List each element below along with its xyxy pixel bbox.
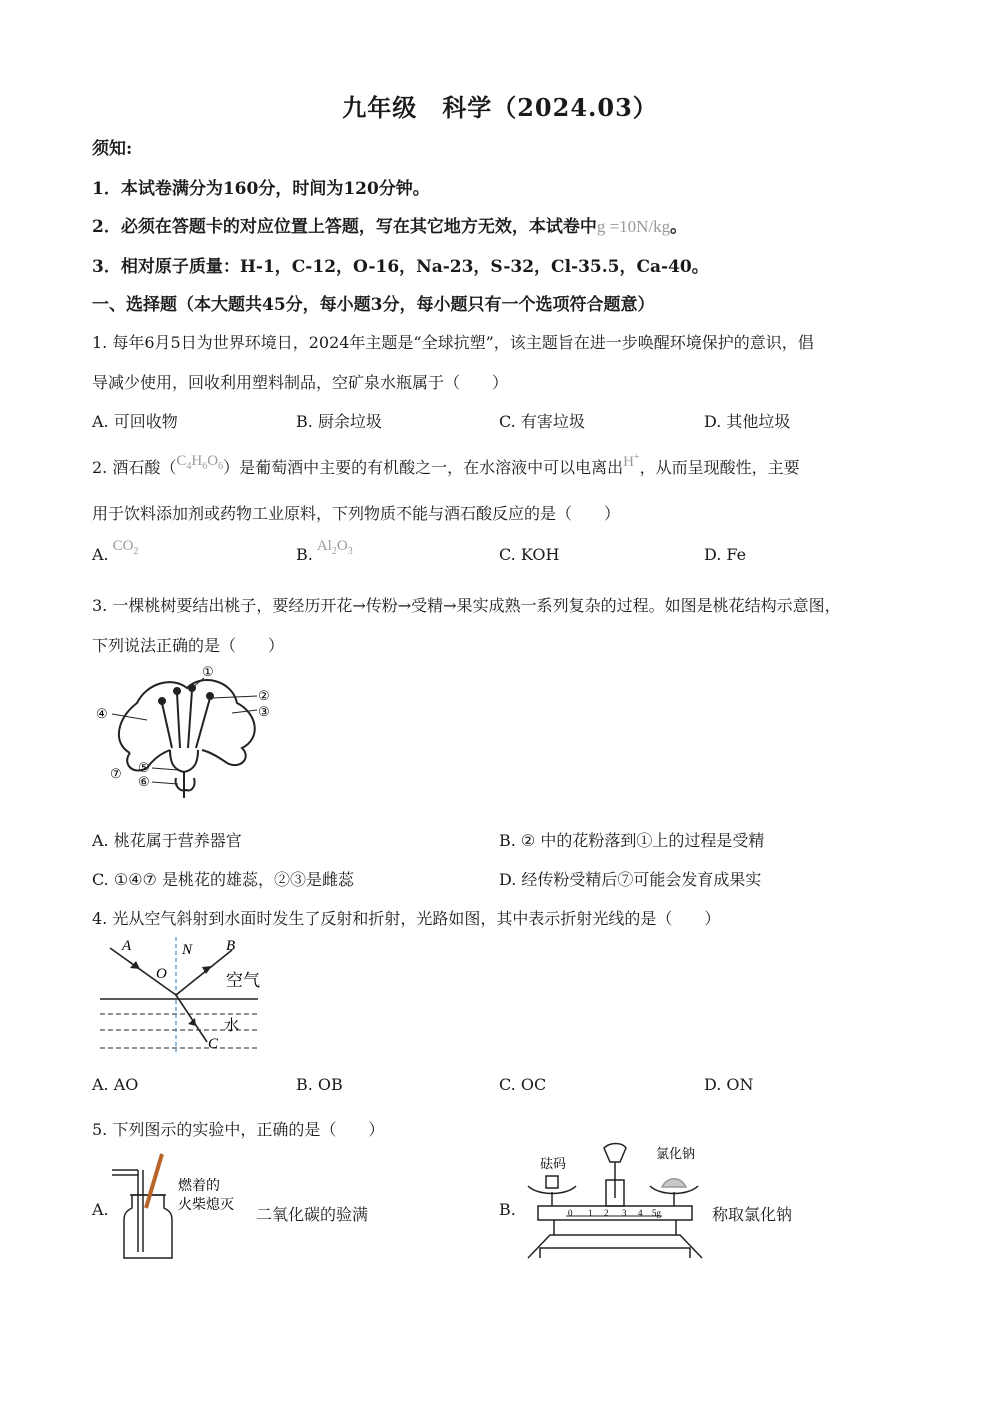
formula-h: H	[191, 453, 203, 469]
q2-option-c: C. KOH	[499, 545, 560, 564]
notice-item-2	[92, 212, 687, 237]
match-label-1: 燃着的	[178, 1179, 220, 1194]
q5-option-a-label: A.	[92, 1200, 109, 1219]
sodium-chloride-label: 氯化钠	[656, 1146, 696, 1161]
formula-sub-3: 6	[218, 461, 224, 472]
water-label: 水	[224, 1018, 240, 1034]
notice-item-1: 1．本试卷满分为160分，时间为120分钟。	[92, 179, 430, 199]
q2-text-mid: ）是葡萄酒中主要的有机酸之一，在水溶液中可以电离出	[223, 458, 624, 477]
q5-option-b-caption: 称取氯化钠	[712, 1205, 793, 1224]
weights-label: 砝码	[540, 1156, 567, 1171]
notice-item-3: 3．相对原子质量：H-1，C-12，O-16，Na-23，S-32，Cl-35.5，Ca-40。	[92, 257, 709, 277]
co2-text: CO	[112, 538, 134, 554]
normal-label-n: N	[182, 942, 193, 958]
match-label-2: 火柴熄灭	[178, 1198, 234, 1213]
al-sub: 2	[331, 546, 337, 557]
o-text: O	[336, 538, 348, 554]
flower-label-4: ④	[96, 706, 108, 721]
q2-option-b	[296, 538, 353, 567]
refraction-figure	[92, 932, 272, 1057]
point-label-o: O	[156, 966, 167, 982]
q1-option-a: A. 可回收物	[92, 412, 178, 431]
scale-tick-0: 0	[568, 1208, 573, 1218]
flower-label-2: ②	[258, 688, 270, 703]
q4-option-d: D. ON	[704, 1075, 754, 1094]
q3-line2: 下列说法正确的是（ ）	[92, 636, 285, 655]
q4-option-a: A. AO	[92, 1075, 139, 1094]
scale-tick-5g: 5g	[652, 1208, 661, 1218]
q3-option-a: A. 桃花属于营养器官	[92, 831, 242, 850]
formula-o: O	[207, 453, 219, 469]
flower-label-1: ①	[202, 664, 214, 679]
q4-option-c: C. OC	[499, 1075, 547, 1094]
q3-line1: 3. 一棵桃树要结出桃子，要经历开花→传粉→受精→果实成熟一系列复杂的过程。如图是桃花结构示意图，	[92, 596, 841, 615]
scale-tick-3: 3	[622, 1208, 627, 1218]
al2o3-formula	[316, 538, 353, 557]
ray-label-c: C	[208, 1036, 219, 1052]
air-label: 空气	[226, 971, 260, 990]
q5-text: 5. 下列图示的实验中，正确的是（ ）	[92, 1120, 385, 1139]
q2-line2: 用于饮料添加剂或药物工业原料，下列物质不能与酒石酸反应的是（ ）	[92, 504, 621, 523]
peach-flower-figure	[92, 658, 282, 798]
ray-label-b: B	[226, 938, 236, 954]
ion-charge: +	[633, 452, 640, 463]
scale-tick-2: 2	[604, 1208, 609, 1218]
q1-option-d: D. 其他垃圾	[704, 412, 791, 431]
notice-item-2-text: 2．必须在答题卡的对应位置上答题，写在其它地方无效，本试卷中	[92, 217, 597, 237]
q2-text-post: ，从而呈现酸性，主要	[639, 458, 800, 477]
formula-sub-2: 6	[202, 461, 208, 472]
q1-line2: 导减少使用，回收利用塑料制品，空矿泉水瓶属于（ ）	[92, 373, 509, 392]
q2-text-pre: 2. 酒石酸（	[92, 458, 177, 477]
scale-tick-1: 1	[588, 1208, 593, 1218]
scale-tick-4: 4	[638, 1208, 643, 1218]
co2-sub: 2	[133, 546, 139, 557]
formula-c: C	[176, 453, 187, 469]
q5-option-b-label: B.	[499, 1200, 516, 1219]
section-heading: 一、选择题（本大题共45分，每小题3分，每小题只有一个选项符合题意）	[92, 295, 655, 315]
q2-option-d: D. Fe	[704, 545, 747, 564]
q2-option-b-label: B.	[296, 545, 313, 564]
q3-option-c: C. ①④⑦ 是桃花的雄蕊，②③是雌蕊	[92, 870, 354, 889]
co2-test-figure	[110, 1150, 255, 1265]
tartaric-acid-formula	[176, 453, 224, 472]
ion-h: H	[623, 454, 634, 470]
al-text: Al	[316, 538, 332, 554]
notice-item-2-end: 。	[670, 217, 688, 237]
q1-option-b: B. 厨余垃圾	[296, 412, 382, 431]
q5-option-a-caption: 二氧化碳的验满	[256, 1205, 369, 1224]
flower-label-7: ⑦	[110, 766, 122, 781]
q1-option-c: C. 有害垃圾	[499, 412, 585, 431]
q4-text: 4. 光从空气斜射到水面时发生了反射和折射，光路如图，其中表示折射光线的是（ ）	[92, 909, 721, 928]
o-sub: 3	[347, 546, 353, 557]
gravity-formula: g =10N/kg	[596, 217, 671, 236]
q2-option-a	[92, 538, 139, 567]
flower-label-5: ⑤	[138, 760, 150, 775]
flower-label-6: ⑥	[138, 774, 150, 789]
q3-option-b: B. ② 中的花粉落到①上的过程是受精	[499, 831, 765, 850]
hydrogen-ion	[623, 454, 639, 470]
q3-option-d: D. 经传粉受精后⑦可能会发育成果实	[499, 870, 762, 889]
co2-formula	[112, 538, 139, 557]
ray-label-a: A	[122, 938, 132, 954]
balance-figure	[520, 1140, 710, 1265]
q2-line1	[92, 452, 800, 480]
q4-option-b: B. OB	[296, 1075, 343, 1094]
page-title: 九年级 科学（2024.03）	[342, 93, 658, 122]
q1-line1: 1. 每年6月5日为世界环境日，2024年主题是“全球抗塑”，该主题旨在进一步唤醒环境保护的意识，倡	[92, 333, 814, 352]
q2-option-a-label: A.	[92, 545, 109, 564]
formula-sub-1: 4	[186, 461, 192, 472]
flower-label-3: ③	[258, 704, 270, 719]
notice-heading: 须知:	[92, 139, 133, 159]
